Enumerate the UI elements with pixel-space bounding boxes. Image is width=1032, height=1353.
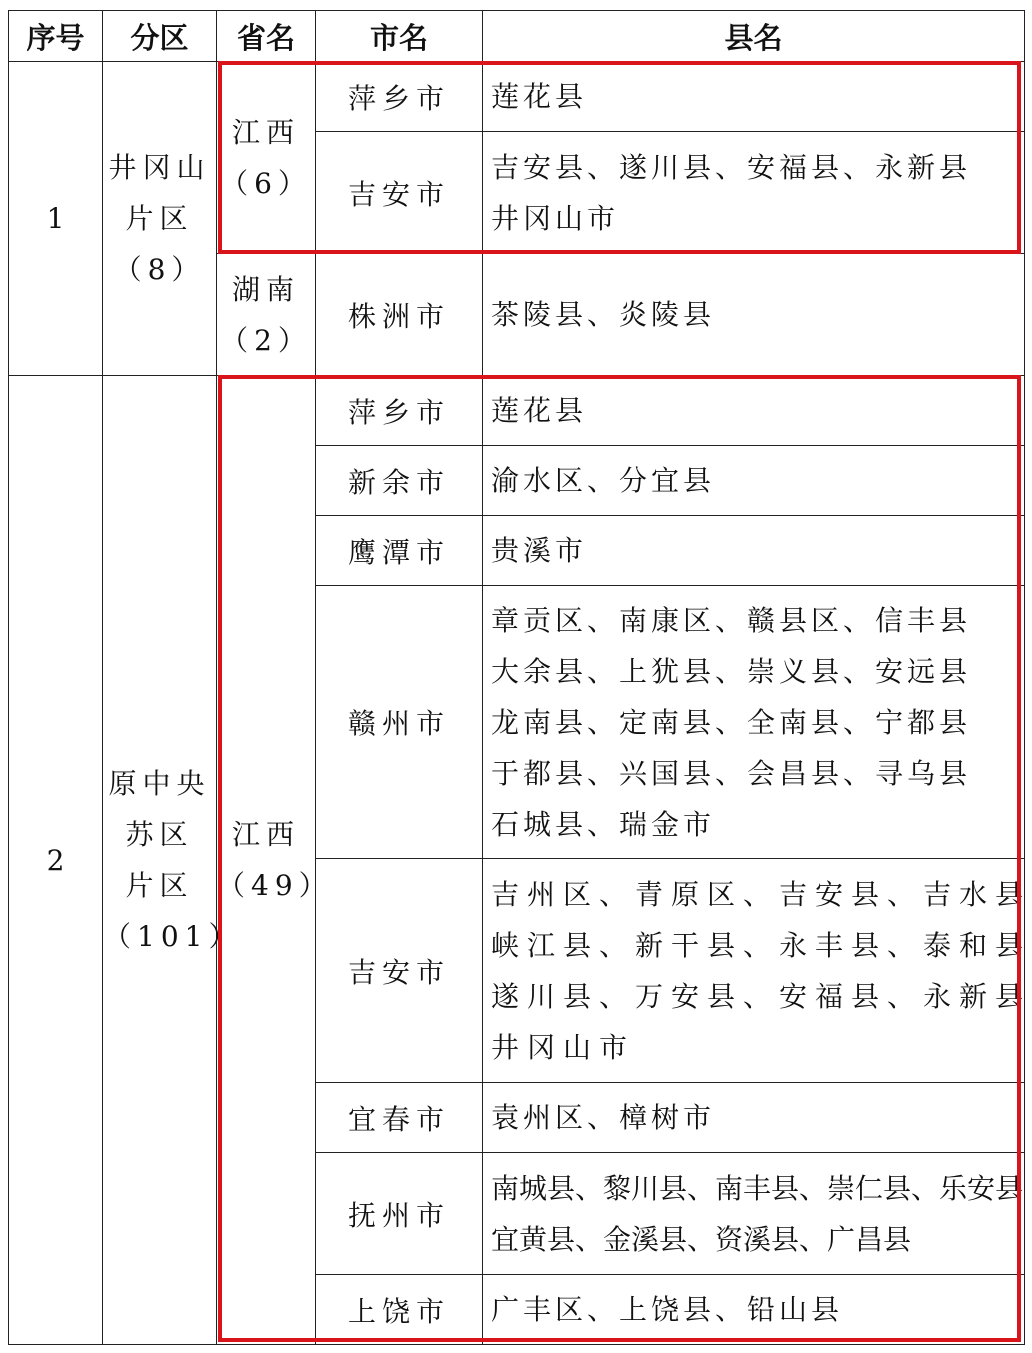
province-name: 江西 （49） xyxy=(217,376,316,1345)
county-list: 吉安县、遂川县、安福县、永新县 井冈山市 xyxy=(483,132,1025,254)
table-row xyxy=(9,62,1025,132)
county-list: 吉州区、青原区、吉安县、吉水县 峡江县、新干县、永丰县、泰和县 遂川县、万安县、安福县、永新县 井冈山市 xyxy=(483,859,1025,1083)
group-no: 1 xyxy=(9,62,103,376)
header-no: 序号 xyxy=(9,11,103,62)
header-county: 县名 xyxy=(483,11,1025,62)
header-province: 省名 xyxy=(217,11,316,62)
county-list: 贵溪市 xyxy=(483,516,1025,586)
county-list: 莲花县 xyxy=(483,62,1025,132)
city-name: 抚州市 xyxy=(316,1153,483,1275)
header-row xyxy=(9,11,1025,62)
region-table xyxy=(8,10,1032,1345)
city-name: 赣州市 xyxy=(316,586,483,859)
city-name: 吉安市 xyxy=(316,859,483,1083)
county-list: 章贡区、南康区、赣县区、信丰县 大余县、上犹县、崇义县、安远县 龙南县、定南县、全南县、宁都县 于都县、兴国县、会昌县、寻乌县 石城县、瑞金市 xyxy=(483,586,1025,859)
county-list: 渝水区、分宜县 xyxy=(483,446,1025,516)
city-name: 新余市 xyxy=(316,446,483,516)
city-name: 上饶市 xyxy=(316,1275,483,1345)
city-name: 萍乡市 xyxy=(316,62,483,132)
county-list: 茶陵县、炎陵县 xyxy=(483,254,1025,376)
city-name: 鹰潭市 xyxy=(316,516,483,586)
county-list: 莲花县 xyxy=(483,376,1025,446)
group-region: 原中央 苏区 片区 （101） xyxy=(103,376,217,1345)
city-name: 吉安市 xyxy=(316,132,483,254)
table-row xyxy=(9,376,1025,446)
province-name: 江西 （6） xyxy=(217,62,316,254)
county-list: 广丰区、上饶县、铅山县 xyxy=(483,1275,1025,1345)
county-list: 南城县、黎川县、南丰县、崇仁县、乐安县 宜黄县、金溪县、资溪县、广昌县 xyxy=(483,1153,1025,1275)
province-name: 湖南 （2） xyxy=(217,254,316,376)
county-list: 袁州区、樟树市 xyxy=(483,1083,1025,1153)
city-name: 萍乡市 xyxy=(316,376,483,446)
city-name: 宜春市 xyxy=(316,1083,483,1153)
header-city: 市名 xyxy=(316,11,483,62)
header-region: 分区 xyxy=(103,11,217,62)
group-region: 井冈山 片区 （8） xyxy=(103,62,217,376)
city-name: 株洲市 xyxy=(316,254,483,376)
group-no: 2 xyxy=(9,376,103,1345)
